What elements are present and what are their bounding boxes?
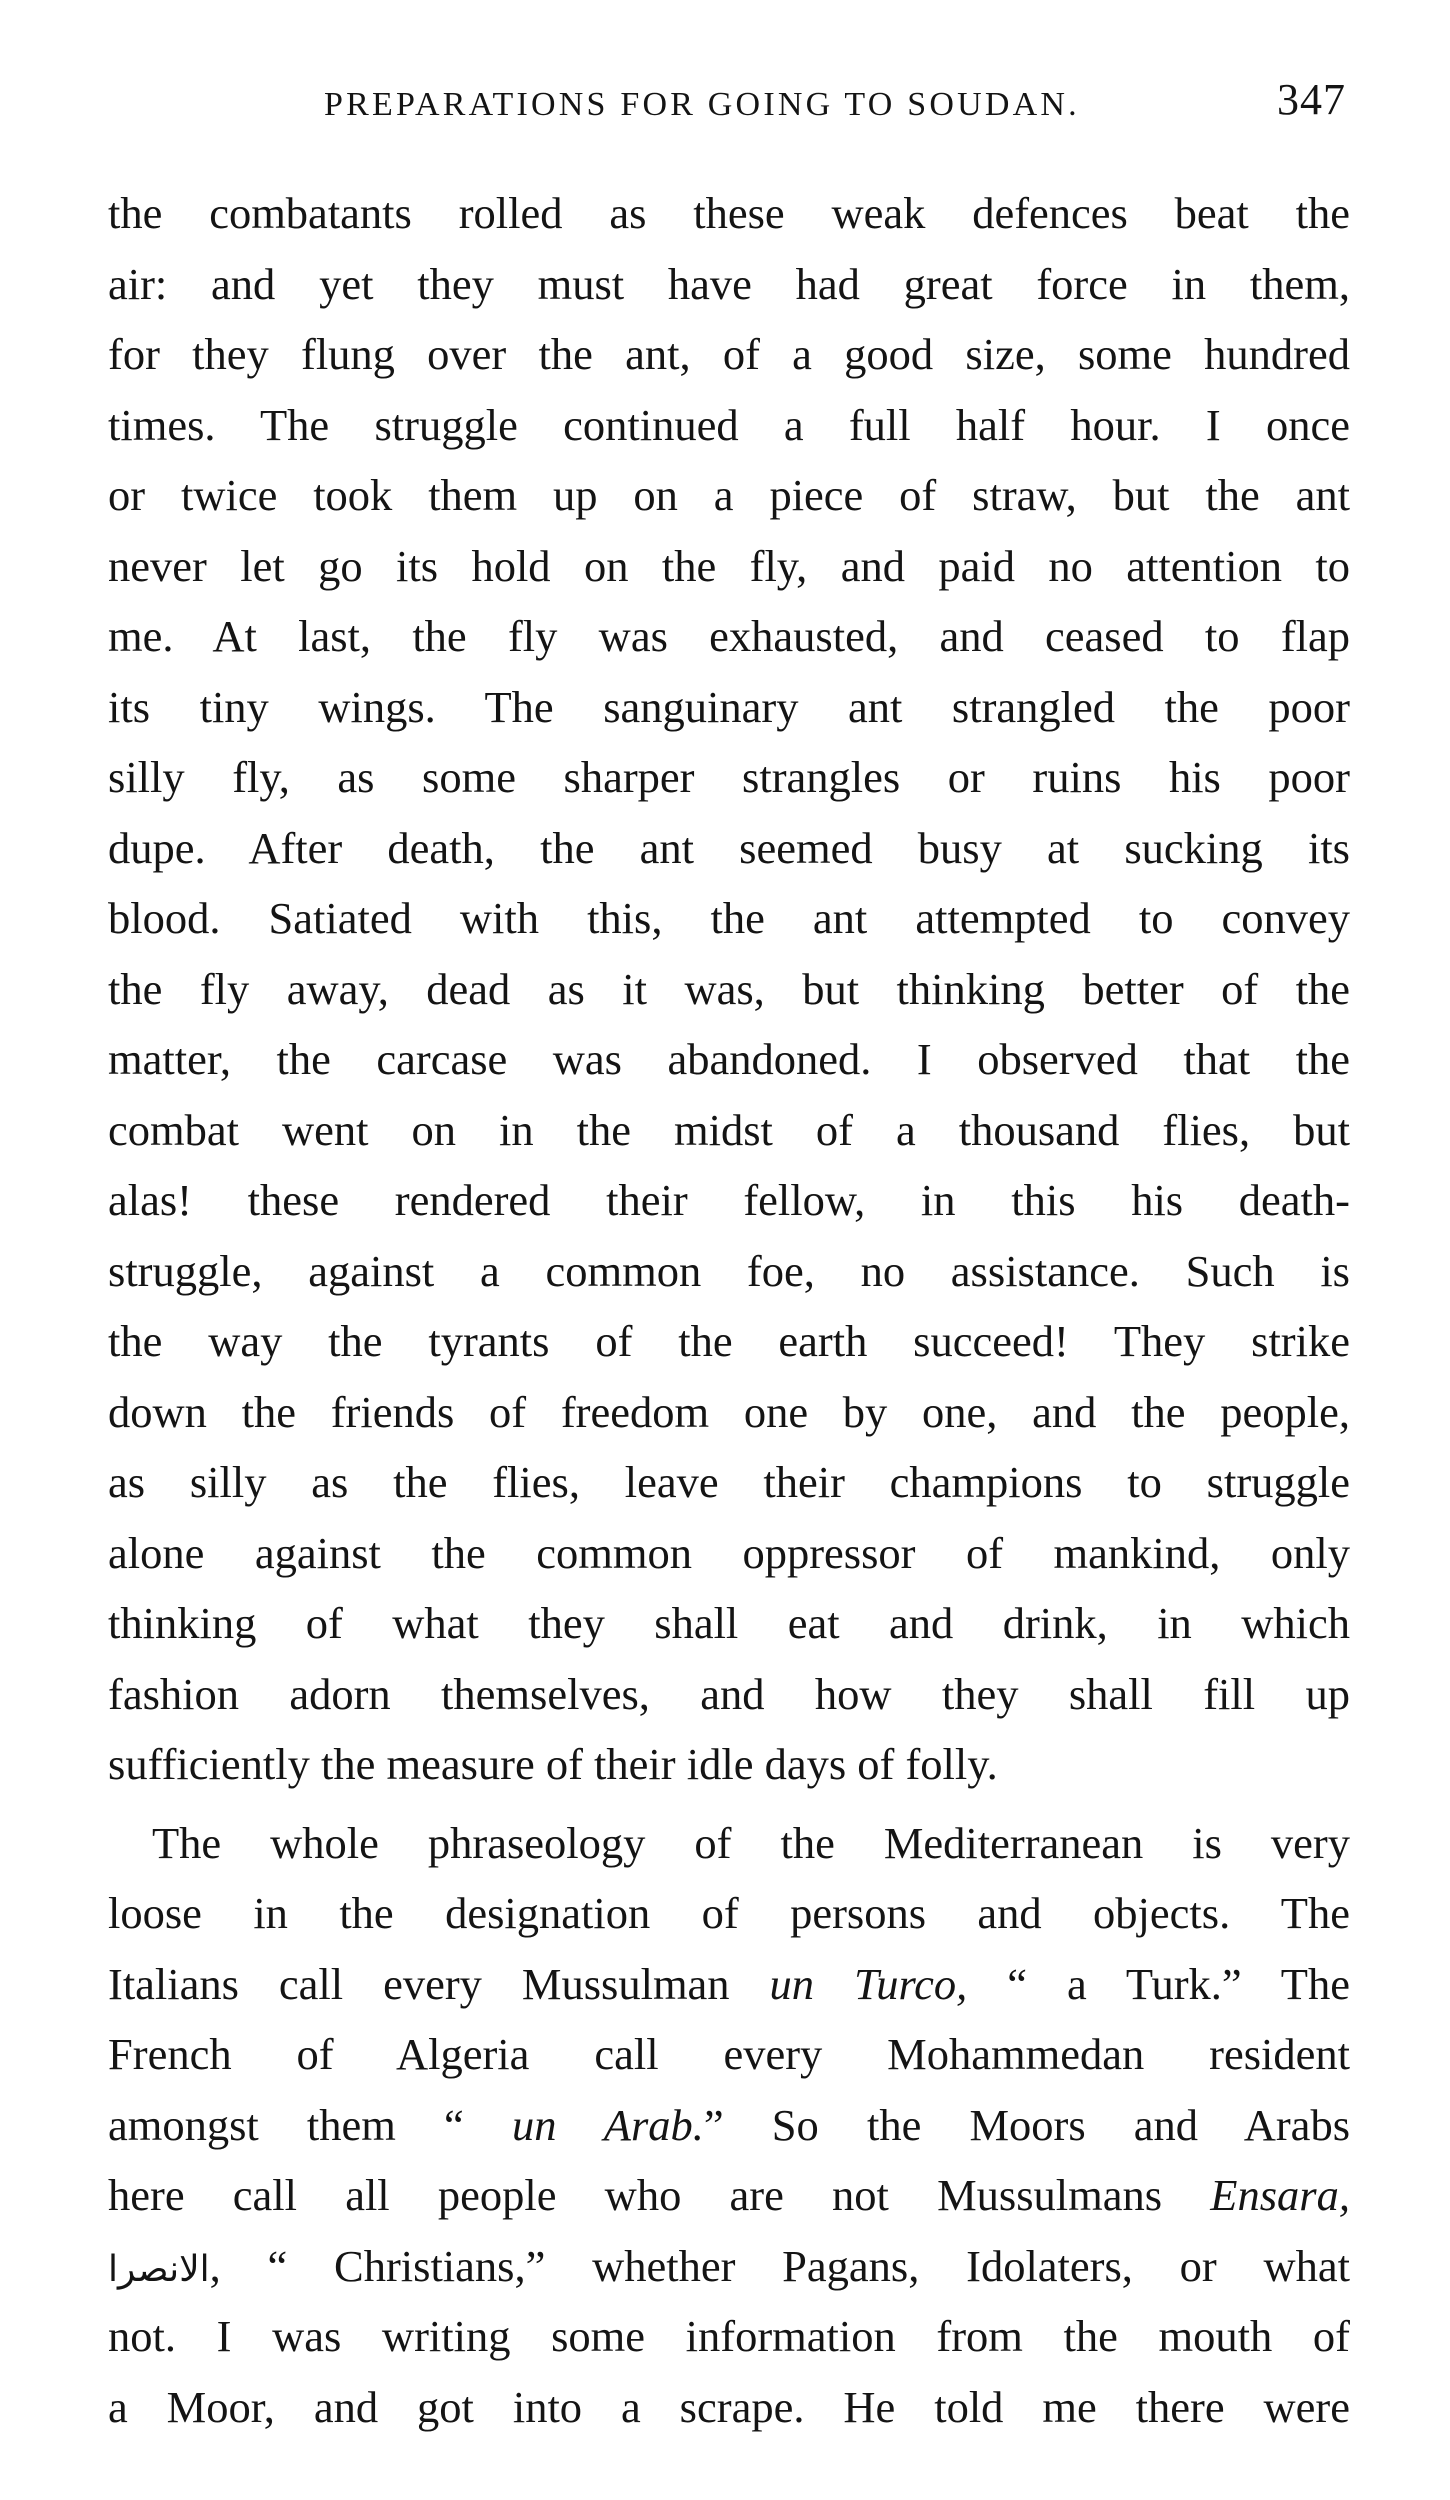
text-line: French of Algeria call every Mohammedan resident <box>108 2029 1350 2079</box>
text-line: alone against the common oppressor of mankind, only <box>108 1527 1350 1578</box>
text-line: times. The struggle continued a full half hour. I once <box>108 399 1350 450</box>
text-line: not. I was writing some information from the mouth of <box>108 2311 1350 2361</box>
running-title: PREPARATIONS FOR GOING TO SOUDAN. <box>324 86 1080 123</box>
text-line: as silly as the flies, leave their champions to struggle <box>108 1457 1350 1507</box>
text-line: blood. Satiated with this, the ant attempted to convey <box>108 893 1350 943</box>
text-line: alas! these rendered their fellow, in this his death- <box>108 1175 1350 1225</box>
text-line: never let go its hold on the fly, and paid no attention to <box>108 540 1350 591</box>
paragraph-1 <box>108 178 1350 1800</box>
text-line: fashion adorn themselves, and how they shall fill up <box>108 1668 1350 1719</box>
text-line: the combatants rolled as these weak defences beat the <box>108 188 1350 238</box>
text-fragment: , “ Christians,” whether Pagans, Idolaters, or what <box>209 2240 1350 2291</box>
text-line: The whole phraseology of the Mediterranean is very <box>152 1817 1350 1868</box>
text-line: loose in the designation of persons and objects. The <box>108 1888 1350 1938</box>
arabic-word: الانصرا <box>108 2248 210 2290</box>
text-line: Italians call every Mussulman un Turco, “ a Turk.” The <box>108 1958 1350 2009</box>
text-line: combat went on in the midst of a thousand flies, but <box>108 1104 1350 1155</box>
text-line: its tiny wings. The sanguinary ant strangled the poor <box>108 681 1350 732</box>
body-text <box>108 178 1350 2442</box>
text-line: air: and yet they must have had great force in them, <box>108 258 1350 309</box>
text-line: thinking of what they shall eat and drink, in which <box>108 1598 1350 1648</box>
page-number: 347 <box>1277 75 1346 124</box>
text-line: the way the tyrants of the earth succeed! They strike <box>108 1316 1350 1366</box>
text-line: amongst them “ un Arab.” So the Moors and Arabs <box>108 2099 1351 2150</box>
italic-phrase: un Turco, <box>769 1958 968 2009</box>
text-line: dupe. After death, the ant seemed busy at sucking its <box>108 822 1350 873</box>
text-line: or twice took them up on a piece of straw, but the ant <box>108 470 1350 520</box>
text-line: for they flung over the ant, of a good size, some hundred <box>108 329 1350 379</box>
text-line: the fly away, dead as it was, but thinking better of the <box>108 963 1350 1014</box>
running-head <box>106 72 1356 142</box>
paragraph-2 <box>108 1808 1350 2443</box>
text-line-with-arabic <box>108 2231 1350 2302</box>
paragraph-gap <box>108 1800 1350 1808</box>
text-line: here call all people who are not Mussulmans Ensara, <box>108 2170 1350 2220</box>
text-line: a Moor, and got into a scrape. He told me there were <box>108 2381 1350 2432</box>
text-line: struggle, against a common foe, no assistance. Such is <box>108 1245 1350 1296</box>
italic-phrase: un Arab. <box>511 2099 704 2150</box>
text-line: silly fly, as some sharper strangles or ruins his poor <box>108 752 1350 802</box>
text-line: me. At last, the fly was exhausted, and ceased to flap <box>108 611 1350 661</box>
italic-phrase: Ensara, <box>1210 2170 1350 2220</box>
text-line: sufficiently the measure of their idle days of folly. <box>108 1739 998 1789</box>
text-line: down the friends of freedom one by one, and the people, <box>108 1386 1350 1437</box>
text-line: matter, the carcase was abandoned. I observed that the <box>108 1034 1350 1084</box>
